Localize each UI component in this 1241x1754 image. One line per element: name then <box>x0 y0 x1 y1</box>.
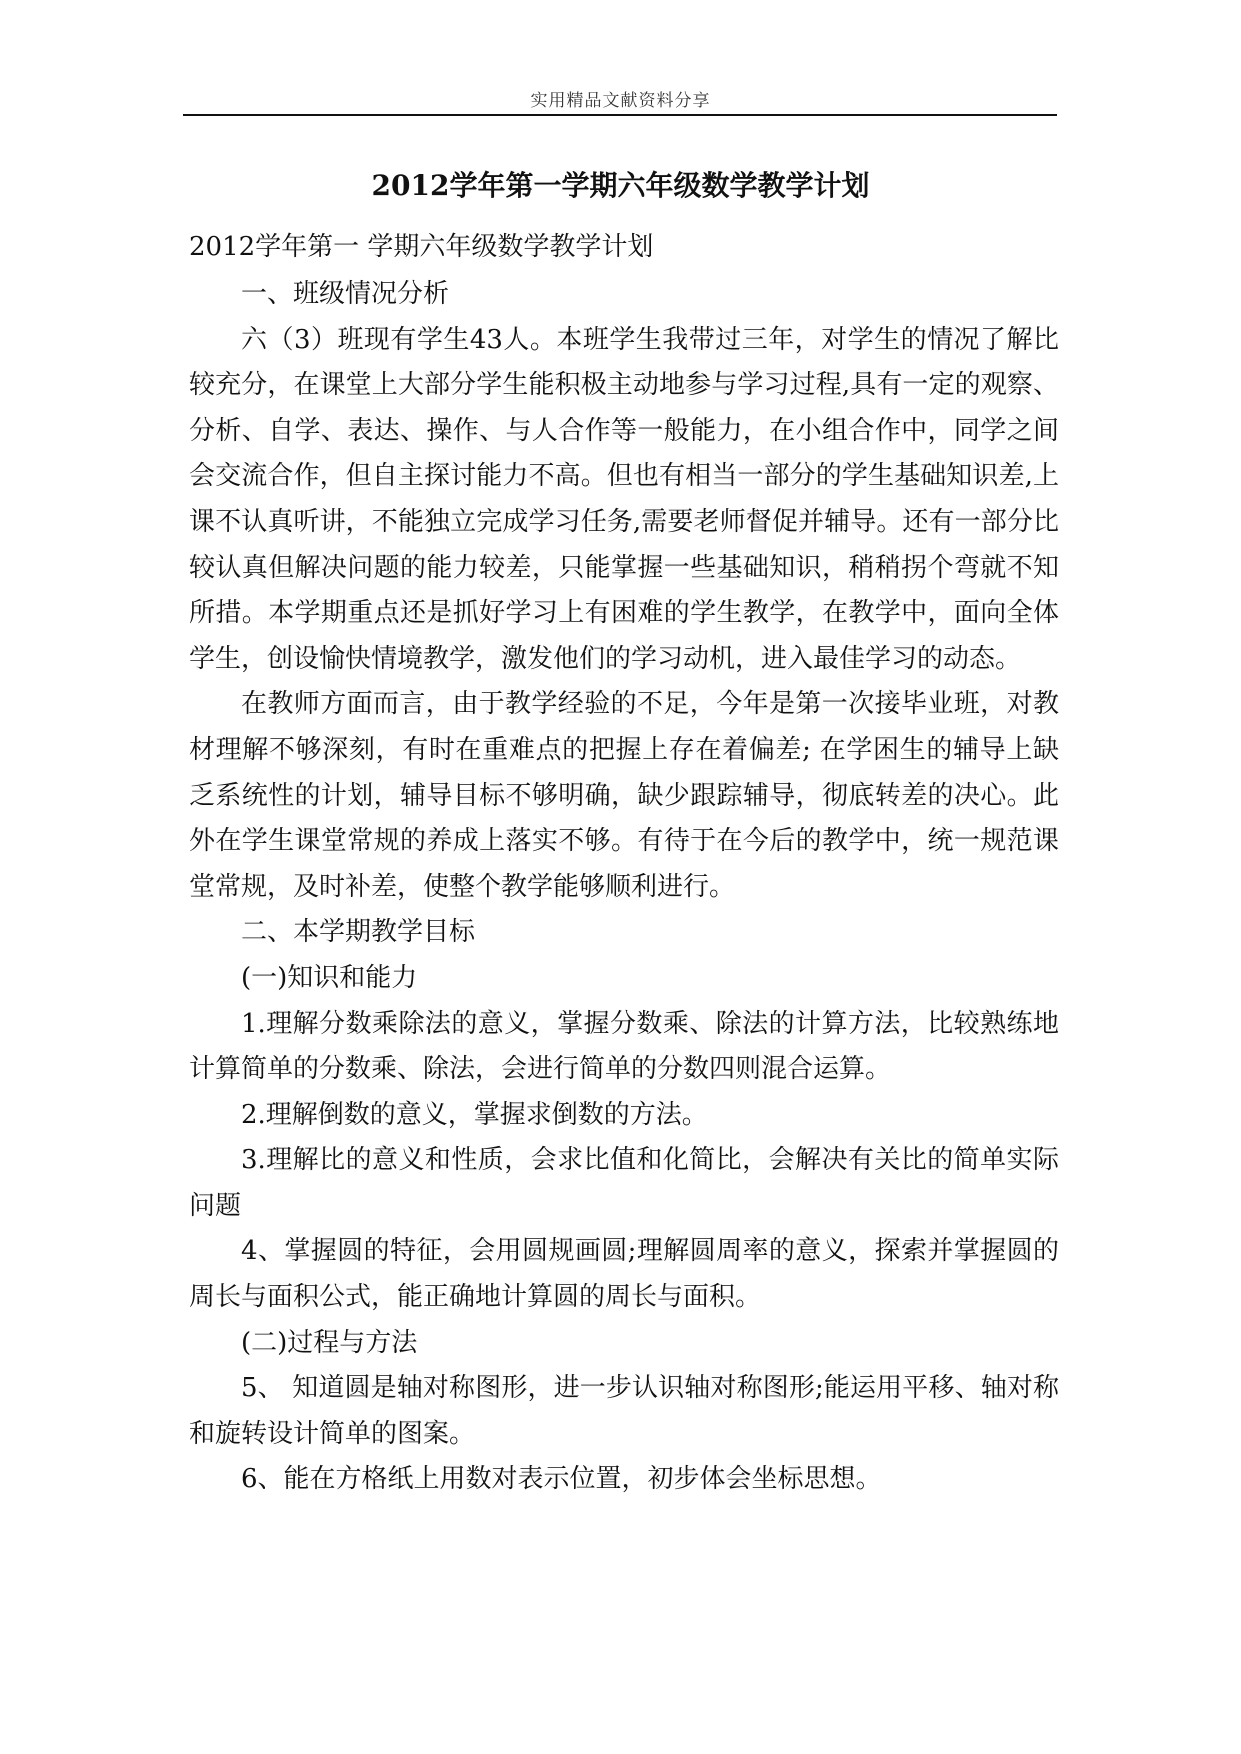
paragraph-teacher-analysis: 在教师方面而言，由于教学经验的不足，今年是第一次接毕业班，对教材理解不够深刻，有时在重难点的把握上存在着偏差; 在学困生的辅导上缺乏系统性的计划，辅导目标不够明确，缺少跟踪辅导，彻底转差的决心。此外在学生课堂常规的养成上落实不够。有待于在今后的教学中，统一规范课堂常规，及时补差，使整个教学能够顺利进行。 <box>189 689 1059 902</box>
document-subtitle: 2012学年第一 学期六年级数学教学计划 <box>189 232 654 262</box>
section-heading-class-analysis: 一、班级情况分析 <box>241 279 450 309</box>
goal-item-5: 5、 知道圆是轴对称图形，进一步认识轴对称图形;能运用平移、轴对称和旋转设计简单的图案。 <box>189 1373 1059 1449</box>
subheading-knowledge-ability: (一)知识和能力 <box>241 962 418 993</box>
paragraph-student-analysis: 六（3）班现有学生43人。本班学生我带过三年，对学生的情况了解比较充分，在课堂上大部分学生能积极主动地参与学习过程,具有一定的观察、分析、自学、表达、操作、与人合作等一般能力，在小组合作中，同学之间会交流合作，但自主探讨能力不高。但也有相当一部分的学生基础知识差,上课不认真听讲，不能独立完成学习任务,需要老师督促并辅导。还有一部分比较认真但解决问题的能力较差，只能掌握一些基础知识，稍稍拐个弯就不知所措。本学期重点还是抓好学习上有困难的学生教学，在教学中，面向全体学生，创设愉快情境教学，激发他们的学习动机，进入最佳学习的动态。 <box>189 324 1059 674</box>
goal-item-3: 3.理解比的意义和性质，会求比值和化简比，会解决有关比的简单实际问题 <box>189 1145 1059 1221</box>
goal-item-1: 1.理解分数乘除法的意义，掌握分数乘、除法的计算方法，比较熟练地计算简单的分数乘、除法，会进行简单的分数四则混合运算。 <box>189 1008 1059 1085</box>
subheading-process-method: (二)过程与方法 <box>241 1327 418 1358</box>
goal-item-4: 4、掌握圆的特征，会用圆规画圆;理解圆周率的意义，探索并掌握圆的周长与面积公式，能正确地计算圆的周长与面积。 <box>189 1236 1059 1313</box>
section-heading-teaching-goals: 二、本学期教学目标 <box>241 917 476 948</box>
document-title: 2012学年第一学期六年级数学教学计划 <box>371 169 870 202</box>
goal-item-2: 2.理解倒数的意义，掌握求倒数的方法。 <box>241 1099 708 1130</box>
document-body <box>189 272 1059 1503</box>
page-header-text: 实用精品文献资料分享 <box>530 91 711 111</box>
goal-item-6: 6、能在方格纸上用数对表示位置，初步体会坐标思想。 <box>241 1464 882 1495</box>
header-divider <box>183 114 1057 116</box>
